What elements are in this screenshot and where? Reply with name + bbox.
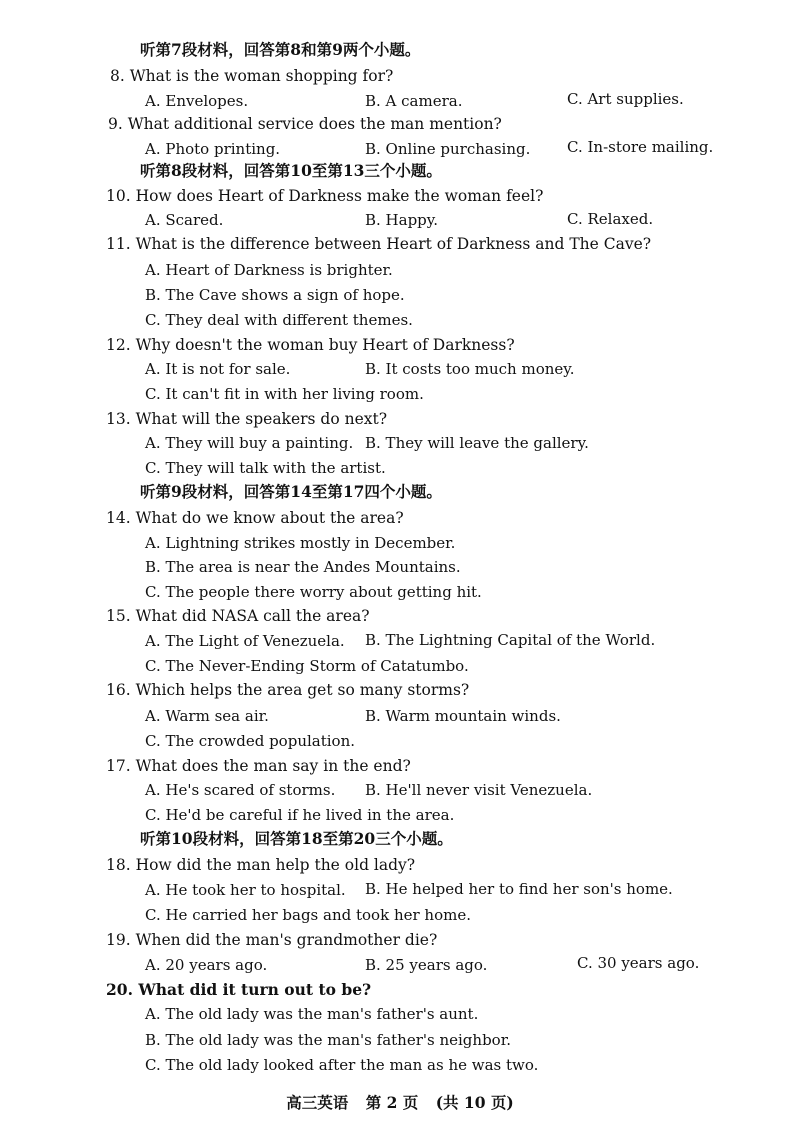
q10-option-c: C. Relaxed. xyxy=(567,210,654,228)
q16-option-b: B. Warm mountain winds. xyxy=(365,707,561,725)
q11-option-a: A. Heart of Darkness is brighter. xyxy=(145,261,393,279)
q9-option-b: B. Online purchasing. xyxy=(365,140,531,158)
q17-option-a: A. He's scared of storms. xyxy=(145,781,336,799)
section-heading-8: 听第8段材料，回答第10至第13三个小题。 xyxy=(140,161,442,180)
q18-option-b: B. He helped her to find her son's home. xyxy=(365,880,673,898)
q17-option-b: B. He'll never visit Venezuela. xyxy=(365,781,593,799)
q11-option-b: B. The Cave shows a sign of hope. xyxy=(145,286,405,304)
q20-option-a: A. The old lady was the man's father's aunt. xyxy=(145,1005,479,1023)
q18-option-c: C. He carried her bags and took her home. xyxy=(145,906,471,924)
question-18: 18. How did the man help the old lady? xyxy=(106,856,416,874)
q16-option-a: A. Warm sea air. xyxy=(145,707,269,725)
q13-option-c: C. They will talk with the artist. xyxy=(145,459,386,477)
question-14: 14. What do we know about the area? xyxy=(106,509,404,527)
q8-option-a: A. Envelopes. xyxy=(145,92,249,110)
q9-option-c: C. In-store mailing. xyxy=(567,138,714,156)
q8-option-c: C. Art supplies. xyxy=(567,90,684,108)
page-footer xyxy=(0,1094,800,1112)
section-heading-7: 听第7段材料，回答第8和第9两个小题。 xyxy=(140,40,421,59)
q15-option-b: B. The Lightning Capital of the World. xyxy=(365,631,656,649)
q17-option-c: C. He'd be careful if he lived in the area. xyxy=(145,806,455,824)
q13-option-a: A. They will buy a painting. xyxy=(145,434,354,452)
q14-option-c: C. The people there worry about getting hit. xyxy=(145,583,482,601)
q20-option-b: B. The old lady was the man's father's neighbor. xyxy=(145,1031,511,1049)
q19-option-a: A. 20 years ago. xyxy=(145,956,268,974)
question-9: 9. What additional service does the man mention? xyxy=(108,115,502,133)
footer-page-number: 第 2 页 xyxy=(365,1093,419,1112)
footer-total-pages: (共 10 页) xyxy=(435,1093,514,1112)
question-17: 17. What does the man say in the end? xyxy=(106,757,411,775)
section-heading-9: 听第9段材料，回答第14至第17四个小题。 xyxy=(140,482,442,501)
q12-option-c: C. It can't fit in with her living room. xyxy=(145,385,424,403)
section-heading-10: 听第10段材料，回答第18至第20三个小题。 xyxy=(140,829,453,848)
question-15: 15. What did NASA call the area? xyxy=(106,607,370,625)
footer-subject: 高三英语 xyxy=(286,1093,349,1112)
question-10: 10. How does Heart of Darkness make the woman feel? xyxy=(106,187,544,205)
question-13: 13. What will the speakers do next? xyxy=(106,410,388,428)
q9-option-a: A. Photo printing. xyxy=(145,140,281,158)
q13-option-b: B. They will leave the gallery. xyxy=(365,434,589,452)
question-8: 8. What is the woman shopping for? xyxy=(110,67,394,85)
q10-option-a: A. Scared. xyxy=(145,211,224,229)
q12-option-a: A. It is not for sale. xyxy=(145,360,291,378)
question-20: 20. What did it turn out to be? xyxy=(106,980,372,999)
q12-option-b: B. It costs too much money. xyxy=(365,360,575,378)
q18-option-a: A. He took her to hospital. xyxy=(145,881,346,899)
q15-option-c: C. The Never-Ending Storm of Catatumbo. xyxy=(145,657,469,675)
question-19: 19. When did the man's grandmother die? xyxy=(106,931,438,949)
q14-option-b: B. The area is near the Andes Mountains. xyxy=(145,558,461,576)
q15-option-a: A. The Light of Venezuela. xyxy=(145,632,345,650)
q11-option-c: C. They deal with different themes. xyxy=(145,311,413,329)
q10-option-b: B. Happy. xyxy=(365,211,439,229)
q19-option-c: C. 30 years ago. xyxy=(577,954,700,972)
q20-option-c: C. The old lady looked after the man as he was two. xyxy=(145,1056,539,1074)
q19-option-b: B. 25 years ago. xyxy=(365,956,488,974)
q8-option-b: B. A camera. xyxy=(365,92,463,110)
question-12: 12. Why doesn't the woman buy Heart of Darkness? xyxy=(106,336,515,354)
q14-option-a: A. Lightning strikes mostly in December. xyxy=(145,534,456,552)
question-16: 16. Which helps the area get so many storms? xyxy=(106,681,470,699)
question-11: 11. What is the difference between Heart of Darkness and The Cave? xyxy=(106,235,652,253)
q16-option-c: C. The crowded population. xyxy=(145,732,355,750)
